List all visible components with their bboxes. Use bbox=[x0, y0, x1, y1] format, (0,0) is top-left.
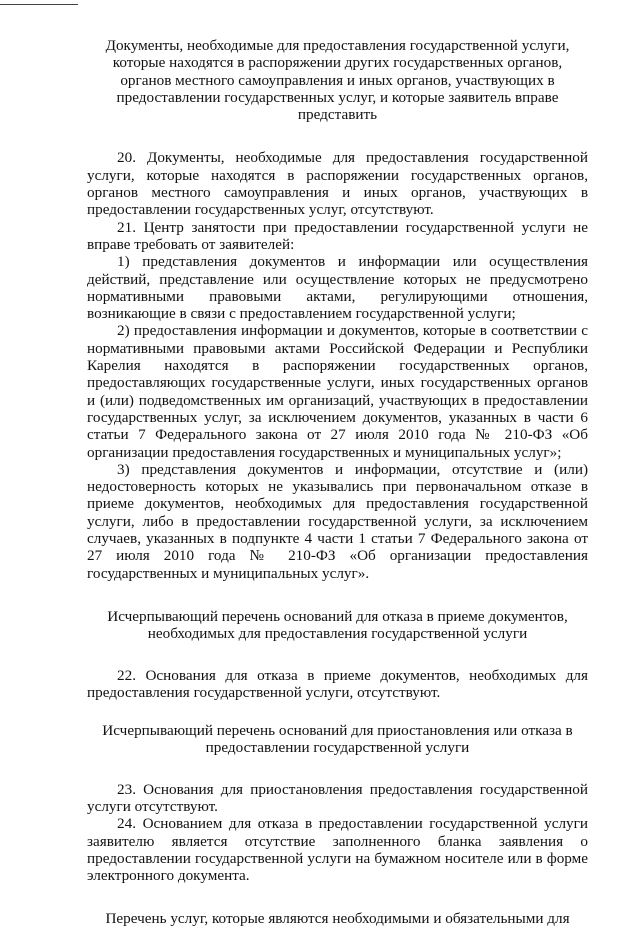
paragraph-21: 21. Центр занятости при предоставлении государственной услуги не вправе требовать от заявителей: bbox=[87, 218, 588, 253]
section-heading-suspension: Исчерпывающий перечень оснований для приостановления или отказа в предоставлении государственной услуги bbox=[102, 722, 573, 757]
paragraph-23: 23. Основания для приостановления предоставления государственной услуги отсутствуют. bbox=[87, 780, 588, 815]
paragraph-21-item-1: 1) представления документов и информации или осуществления действий, представление или осуществление которых не предусмотрено нормативными правовыми актами, регулирующими отношения, возникающие в связи с предоставлением государственной услуги; bbox=[87, 253, 588, 323]
paragraph-21-item-2: 2) предоставления информации и документов, которые в соответствии с нормативными правовыми актами Российской Федерации и Республики Карелия находятся в распоряжении государственных органов, предоставляющих государственные услуги, иных государственных органов и (или) подведомственных им организаций, участвующих в предоставлении государственных услуг, за исключением документов, указанных в части 6 статьи 7 Федерального закона от 27 июля 2010 года № 210-ФЗ «Об организации предоставления государственных и муниципальных услуг»; bbox=[87, 322, 588, 461]
section-heading-refusal-reception: Исчерпывающий перечень оснований для отказа в приеме документов, необходимых для предоставления государственной услуги bbox=[107, 607, 568, 643]
section-heading-required-services: Перечень услуг, которые являются необходимыми и обязательными для bbox=[105, 910, 570, 928]
paragraph-22: 22. Основания для отказа в приеме документов, необходимых для предоставления государственной услуги, отсутствуют. bbox=[87, 666, 588, 701]
document-page bbox=[87, 37, 588, 928]
paragraph-24: 24. Основанием для отказа в предоставлении государственной услуги заявителю является отсутствие заполненного бланка заявления о предоставлении государственной услуги на бумажном носителе или в форме электронного документа. bbox=[87, 815, 588, 885]
scan-edge-line bbox=[0, 4, 78, 5]
section-heading-documents: Документы, необходимые для предоставления государственной услуги, которые находятся в распоряжении других государственных органов, органов местного самоуправления и иных органов, участвующих в предоставлении государственных услуг, и которые заявитель вправе представить bbox=[105, 37, 570, 124]
paragraph-21-item-3: 3) представления документов и информации, отсутствие и (или) недостоверность которых не указывались при первоначальном отказе в приеме документов, необходимых для предоставления государственной услуги, либо в предоставлении государственной услуги, за исключением случаев, указанных в подпункте 4 части 1 статьи 7 Федерального закона от 27 июля 2010 года № 210-ФЗ «Об организации предоставления государственных и муниципальных услуг». bbox=[87, 460, 588, 582]
paragraph-20: 20. Документы, необходимые для предоставления государственной услуги, которые находятся в распоряжении государственных органов, органов местного самоуправления и иных органов, участвующих в предоставлении государственных услуг, отсутствуют. bbox=[87, 149, 588, 219]
